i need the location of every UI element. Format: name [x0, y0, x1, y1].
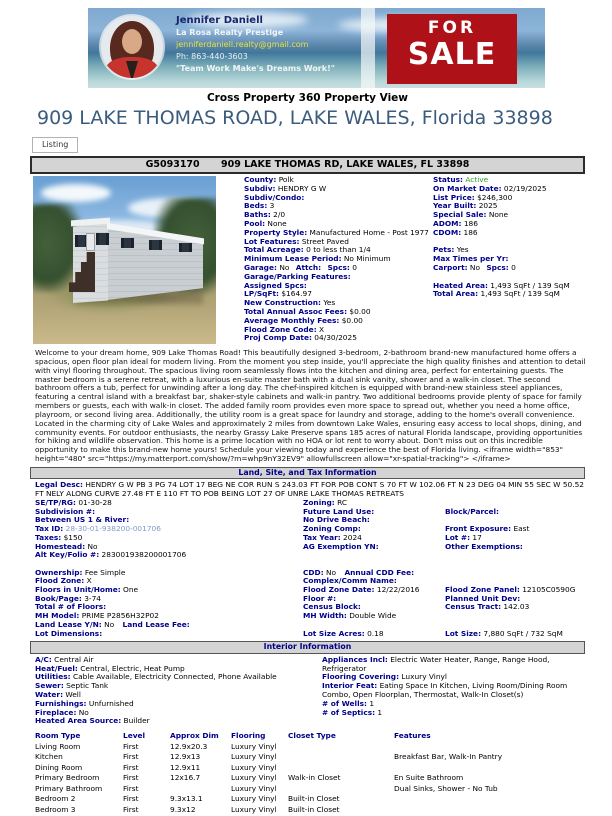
field-label: Proj Comp Date: [244, 333, 312, 343]
field-label: Sewer: [35, 681, 64, 691]
field-label: Land Lease Y/N: [35, 619, 102, 629]
field-value: 0 [511, 262, 516, 272]
field-label: Pets: [433, 245, 455, 255]
rooms-table-row [35, 784, 585, 795]
summary-right-column [433, 176, 585, 344]
field-value: $164.97 [281, 289, 312, 299]
field-value: No [469, 262, 480, 272]
room-type: Primary Bathroom [35, 783, 103, 793]
field-label: Heated Area: [433, 280, 488, 290]
photo-window [121, 238, 134, 248]
field-value: $246,300 [477, 192, 513, 202]
field-value: 1 [377, 707, 383, 717]
field-label: County: [244, 175, 277, 184]
field-value: Builder [123, 716, 150, 726]
photo-window [179, 243, 192, 252]
field-label: Heated Area Source: [35, 716, 122, 726]
field-value: 2024 [343, 532, 362, 542]
summary-field-line [244, 334, 433, 343]
room-dim: 12.9x20.3 [170, 741, 208, 751]
field-value: $150 [63, 532, 83, 542]
field-label: ADOM: [433, 218, 462, 228]
listing-summary [30, 176, 585, 344]
field-value: 12/22/2016 [376, 585, 420, 595]
field-value: None [267, 218, 287, 228]
field-label: Land Lease Fee: [122, 619, 190, 629]
rooms-table-row [35, 752, 585, 763]
listing-photo [33, 176, 216, 344]
room-dim: 12.9x11 [170, 762, 201, 772]
field-value: X [319, 324, 325, 334]
field-value: Manufactured Home - Post 1977 [309, 227, 429, 237]
field-label: Tax Year: [303, 532, 341, 542]
land-cell [35, 551, 303, 560]
avatar-face [122, 29, 142, 54]
room-level: First [123, 805, 139, 814]
interior-info [35, 656, 585, 726]
photo-front-door [86, 233, 95, 251]
field-value: Central, Electric, Heat Pump [80, 663, 185, 673]
room-type: Living Room [35, 741, 81, 751]
rooms-column-header: Room Type [35, 731, 81, 741]
room-features [394, 763, 585, 774]
field-value: 17 [472, 532, 482, 542]
agent-email: jenniferdaniell.realty@gmail.com [176, 40, 309, 49]
field-label: MH Model: [35, 611, 80, 621]
room-closet [288, 752, 394, 763]
field-label: Property Style: [244, 227, 308, 237]
field-label: Total Acreage: [244, 245, 304, 255]
listing-header-bar [30, 156, 585, 174]
agent-tagline: "Team Work Make's Dreams Work!" [176, 64, 335, 73]
summary-field-line [433, 264, 585, 273]
field-value: 2/0 [273, 210, 286, 220]
field-label: Minimum Lease Period: [244, 254, 342, 264]
field-label: Lot Size: [445, 628, 482, 638]
field-label: Spcs: [327, 262, 350, 272]
photo-window [96, 233, 109, 245]
rooms-column-header: Level [123, 731, 146, 741]
rooms-table-row [35, 794, 585, 805]
field-label: Zoning: [303, 498, 335, 508]
land-cell [445, 569, 585, 578]
room-level: First [123, 783, 139, 793]
field-value[interactable]: 28-30-01-938200-001706 [65, 524, 161, 534]
field-label: CDD: [303, 567, 324, 577]
field-value: No Minimum [343, 254, 391, 264]
field-label: Alt Key/Folio #: [35, 550, 100, 560]
field-label: Garage: [244, 262, 277, 272]
field-label: Ownership: [35, 567, 83, 577]
field-value: 186 [463, 218, 478, 228]
field-label: # of Septics: [322, 707, 376, 717]
banner-divider [361, 8, 375, 88]
field-label: Complex/Comm Name: [303, 576, 397, 586]
rooms-table-row [35, 742, 585, 753]
room-closet: Built-in Closet [288, 805, 340, 814]
field-label: Beds: [244, 201, 268, 211]
summary-field-line [433, 229, 585, 238]
field-label: Flood Zone Date: [303, 585, 375, 595]
rooms-column-header: Closet Type [288, 731, 336, 741]
field-label: Census Block: [303, 602, 361, 612]
section-header-interior: Interior Information [30, 641, 585, 654]
field-value: No [279, 262, 290, 272]
field-label: Attch: [295, 262, 322, 272]
for-sale-sign [387, 14, 517, 84]
field-value: Polk [278, 175, 294, 184]
field-value: $0.00 [341, 315, 363, 325]
photo-cloud [41, 184, 111, 202]
room-type: Bedroom 2 [35, 794, 76, 804]
field-label: Census Tract: [445, 602, 502, 612]
room-features: Dual Sinks, Shower - No Tub [394, 783, 498, 793]
field-label: Subdiv/Condo: [244, 192, 305, 202]
room-features [394, 742, 585, 753]
field-value: Yes [323, 298, 336, 308]
field-label: SE/TP/RG: [35, 498, 76, 508]
field-value: None [488, 210, 509, 220]
field-label: Block/Parcel: [445, 506, 499, 516]
field-value: 186 [463, 227, 478, 237]
field-value: Unfurnished [88, 698, 134, 708]
room-level: First [123, 741, 139, 751]
field-value: 3 [269, 201, 275, 211]
room-flooring: Luxury Vinyl [231, 762, 277, 772]
legal-description [35, 481, 587, 499]
land-cell [445, 543, 585, 552]
interior-field-line [35, 717, 322, 726]
field-value: 02/19/2025 [503, 183, 547, 193]
field-label: On Market Date: [433, 183, 502, 193]
field-label: Other Exemptions: [445, 541, 523, 551]
field-value: 3-74 [84, 593, 102, 603]
land-cell [445, 508, 585, 517]
field-value: 1,493 SqFt / 139 SqM [490, 280, 570, 290]
field-label: Flooring Covering: [322, 672, 400, 682]
field-label: Flood Zone Panel: [445, 585, 520, 595]
field-label: Legal Desc: [35, 480, 83, 490]
interior-field-line [322, 682, 585, 700]
field-label: Book/Page: [35, 593, 82, 603]
room-dim: 12x16.7 [170, 773, 201, 783]
field-label: Average Monthly Fees: [244, 315, 340, 325]
field-label: Front Exposure: [445, 524, 512, 534]
agent-phone: Ph: 863-440-3603 [176, 52, 248, 61]
field-label: Garage/Parking Features: [244, 271, 351, 281]
property-description: Welcome to your dream home, 909 Lake Thomas Road! This beautifully designed 3-bedroom, 2-bathroom brand-new manufactured home offers a spacious, open floor plan ideal for modern living. From the moment you step inside, you'll appreciate the high quality finishes and attention to detail with vinyl flooring throughout. The spacious living room seamlessly flows into the kitchen and dining area, perfect for entertaining guests. The master bedroom is a serene retreat, with a luxurious en-suite master bath with a dual sink vanity, shower and a walk-in closet. The second bathroom offers a tub, perfect for unwinding after a long day. The chef-inspired kitchen is equipped with brand-new stainless steel appliances, featuring a central island with a breakfast bar, shaker-style cabinets and walk-in pantry. Two additional bedrooms provide plenty of space for family members or guests, each with walk-in closet. The added family room provides even more space to spread out, whether you need a home office, playroom, or second living area. Additionally, the utility room is a great space for laundry and storage, adding to the home's overall convenience. Located in the charming city of Lake Wales and approximately 2 miles from downtown Lake Wales, ensuring easy access to local shops, dining, and community events. For outdoor enthusiasts, the nearby Grassy Lake Preserve spans 185 acres of natural Florida landscape, providing opportunities for hiking and wildlife observation. This home is a prime location with no HOA or lot rent to worry about. Don't miss out on this incredible opportunity to make this brand-new home yours! Schedule your viewing today and experience the best of Florida living. <iframe width="853" height="480" src="https://my.matterport.com/show/?m=whp9nY32EV9" allowfullscreen allow="xr-spatial-tracking"> </iframe> [35, 348, 586, 464]
room-flooring: Luxury Vinyl [231, 773, 277, 783]
field-label: Tax ID: [35, 524, 64, 534]
field-label: Heat/Fuel: [35, 663, 78, 673]
field-label: No Drive Beach: [303, 515, 370, 525]
field-label: Homestead: [35, 541, 86, 551]
land-cell [445, 560, 585, 569]
room-closet [288, 784, 394, 795]
agent-avatar [101, 16, 163, 78]
room-dim: 12.9x13 [170, 752, 201, 762]
room-features [394, 794, 585, 805]
field-label: Water: [35, 689, 64, 699]
field-label: Furnishings: [35, 698, 87, 708]
field-value: East [513, 524, 530, 534]
room-closet: Walk-in Closet [288, 773, 341, 783]
field-label: Total # of Floors: [35, 602, 107, 612]
field-value: Central Air [54, 654, 94, 664]
room-closet [288, 763, 394, 774]
field-label: Assigned Spcs: [244, 280, 307, 290]
field-value: Fee Simple [84, 567, 126, 577]
field-label: # of Wells: [322, 698, 367, 708]
room-level: First [123, 773, 139, 783]
report-title: Cross Property 360 Property View [206, 92, 409, 104]
field-value: Active [465, 175, 489, 184]
room-level: First [123, 762, 139, 772]
land-tax-grid [35, 499, 585, 638]
field-label: LP/SqFt: [244, 289, 279, 299]
room-type: Dining Room [35, 762, 83, 772]
rooms-table-row [35, 773, 585, 784]
land-cell [303, 612, 445, 621]
field-label: A/C: [35, 654, 52, 664]
field-value: 142.03 [503, 602, 530, 612]
field-value: 0.18 [367, 628, 384, 638]
field-label: Lot Features: [244, 236, 300, 246]
rooms-table [35, 731, 585, 815]
land-cell [445, 612, 585, 621]
room-closet [288, 742, 394, 753]
mls-number: G5093170 [145, 159, 200, 170]
room-features [394, 805, 585, 816]
room-dim: 9.3x13.1 [170, 794, 203, 804]
field-label: Subdivision #: [35, 506, 96, 516]
land-cell [303, 543, 445, 552]
field-label: Max Times per Yr: [433, 254, 509, 264]
field-value: PRIME P2856H32P02 [81, 611, 159, 621]
field-value: 1,493 SqFt / 139 SqM [480, 289, 560, 299]
field-value: No [104, 619, 115, 629]
rooms-column-header: Approx Dim [170, 731, 219, 741]
field-label: Between US 1 & River: [35, 515, 130, 525]
field-value: 12105C0590G [522, 585, 576, 595]
field-value: Street Paved [301, 236, 349, 246]
field-label: AG Exemption YN: [303, 541, 379, 551]
agent-brokerage: La Rosa Realty Prestige [176, 28, 284, 37]
field-value: HENDRY G W PB 3 PG 74 LOT 17 BEG NE COR RUN S 243.03 FT FOR POB CONT S 70 FT W 102.06 FT N 23 DEG 04 MIN 55 SEC W 50.52 FT NELY ALONG CURVE 27.48 FT E 110 FT TO POB BEING LOT 27 OF UNRE LAKE THOMAS RETREATS [35, 480, 584, 499]
field-value: 01-30-28 [78, 498, 112, 508]
interior-left-column [35, 656, 322, 726]
field-value: 2025 [478, 201, 498, 211]
summary-mid-column [244, 176, 433, 344]
field-value: 7,880 SqFt / 732 SqM [483, 628, 563, 638]
land-cell [445, 551, 585, 560]
field-label: Utilities: [35, 672, 71, 682]
field-value: $0.00 [349, 306, 371, 316]
interior-field-line [322, 656, 585, 674]
field-label: Fireplace: [35, 707, 77, 717]
field-label: Future Land Use: [303, 506, 375, 516]
field-value: 0 to less than 1/4 [306, 245, 371, 255]
room-flooring: Luxury Vinyl [231, 752, 277, 762]
rooms-table-header [35, 731, 585, 742]
room-type: Bedroom 3 [35, 805, 76, 814]
photo-window [149, 240, 162, 250]
for-sale-sign-bottom: SALE [407, 37, 497, 72]
land-cell [303, 630, 445, 639]
land-cell [445, 603, 585, 612]
land-row [35, 551, 585, 560]
field-label: Lot #: [445, 532, 471, 542]
field-label: Spcs: [486, 262, 509, 272]
field-label: Total Annual Assoc Fees: [244, 306, 348, 316]
field-label: Carport: [433, 262, 468, 272]
field-value: 04/30/2025 [314, 333, 357, 343]
field-value: Well [65, 689, 81, 699]
field-label: MH Width: [303, 611, 347, 621]
for-sale-sign-top: FOR [427, 18, 477, 38]
room-level: First [123, 752, 139, 762]
interior-right-column [322, 656, 585, 726]
agent-banner [88, 8, 545, 88]
land-cell [303, 551, 445, 560]
room-type: Kitchen [35, 752, 63, 762]
field-label: Flood Zone: [35, 576, 85, 586]
room-features: Breakfast Bar, Walk-In Pantry [394, 752, 503, 762]
field-label: Annual CDD Fee: [344, 567, 415, 577]
field-value: No [326, 567, 337, 577]
summary-field-line [433, 290, 585, 299]
field-value: Eating Space In Kitchen, Living Room/Dining Room Combo, Open Floorplan, Thermostat, Walk-In Closet(s) [322, 681, 568, 699]
field-label: Total Area: [433, 289, 479, 299]
field-label: Year Built: [433, 201, 477, 211]
field-value: One [123, 585, 139, 595]
field-value: X [86, 576, 92, 586]
field-label: Appliances Incl: [322, 654, 388, 664]
field-label: Taxes: [35, 532, 62, 542]
field-label: List Price: [433, 192, 475, 202]
land-row [35, 612, 585, 621]
field-label: Special Sale: [433, 210, 487, 220]
field-label: Pool: [244, 218, 266, 228]
room-type: Primary Bedroom [35, 773, 100, 783]
room-features: En Suite Bathroom [394, 773, 464, 783]
field-label: Interior Feat: [322, 681, 378, 691]
field-value: Double Wide [349, 611, 397, 621]
field-label: Lot Dimensions: [35, 628, 103, 638]
page-title: 909 LAKE THOMAS ROAD, LAKE WALES, Florida 33898 [37, 107, 553, 129]
field-label: Baths: [244, 210, 271, 220]
room-flooring: Luxury Vinyl [231, 794, 277, 804]
field-label: Floors in Unit/Home: [35, 585, 121, 595]
field-value: Septic Tank [66, 681, 109, 691]
field-value: HENDRY G W [277, 183, 327, 193]
room-dim [170, 784, 231, 795]
room-flooring: Luxury Vinyl [231, 783, 277, 793]
field-label: Subdiv: [244, 183, 276, 193]
interior-field-line [322, 709, 585, 718]
agent-info [176, 15, 335, 75]
field-label: Planned Unit Dev: [445, 593, 521, 603]
field-value: Cable Available, Electricity Connected, Phone Available [72, 672, 277, 682]
field-value: 1 [369, 698, 375, 708]
rooms-table-body [35, 742, 585, 816]
field-value: No [87, 541, 98, 551]
room-flooring: Luxury Vinyl [231, 805, 277, 814]
field-value: Electric Water Heater, Range, Range Hood, Refrigerator [322, 654, 550, 673]
rooms-column-header: Flooring [231, 731, 266, 741]
listing-address: 909 LAKE THOMAS RD, LAKE WALES, FL 33898 [220, 159, 470, 170]
field-label: Floor #: [303, 593, 337, 603]
field-value: RC [337, 498, 348, 508]
field-label: Status: [433, 175, 463, 184]
field-value: 283001938200001706 [101, 550, 187, 560]
room-flooring: Luxury Vinyl [231, 741, 277, 751]
rooms-column-header: Features [394, 731, 431, 741]
field-label: Flood Zone Code: [244, 324, 317, 334]
rooms-table-row [35, 805, 585, 816]
room-level: First [123, 794, 139, 804]
field-label: Lot Size Acres: [303, 628, 365, 638]
tab-listing[interactable]: Listing [32, 137, 78, 153]
field-value: No [78, 707, 89, 717]
field-label: Zoning Comp: [303, 524, 361, 534]
room-closet: Built-in Closet [288, 794, 340, 804]
room-dim: 9.3x12 [170, 805, 196, 814]
land-cell [445, 630, 585, 639]
land-row [35, 630, 585, 639]
agent-name: Jennifer Daniell [176, 15, 263, 26]
section-header-land: Land, Site, and Tax Information [30, 467, 585, 480]
field-label: CDOM: [433, 227, 462, 237]
rooms-table-row [35, 763, 585, 774]
field-value: Luxury Vinyl [401, 672, 447, 682]
field-value: Yes [456, 245, 469, 255]
land-cell [35, 630, 303, 639]
field-value: 0 [352, 262, 357, 272]
field-label: New Construction: [244, 298, 321, 308]
